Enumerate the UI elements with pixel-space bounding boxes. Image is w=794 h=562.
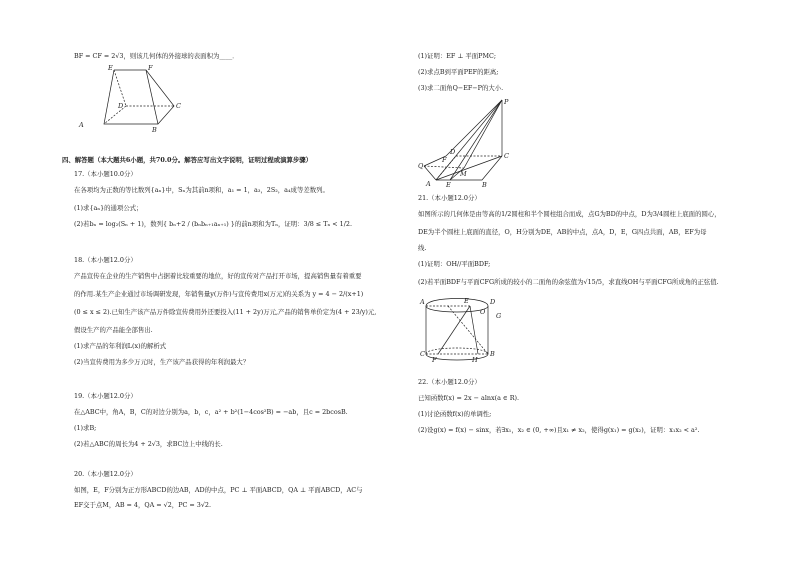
- figure-frustum: [74, 64, 194, 134]
- fig3-label-g: G: [496, 312, 502, 320]
- fig2-label-q: Q: [418, 162, 424, 170]
- fig3-label-a: A: [420, 298, 425, 306]
- q21-line3: 线.: [418, 244, 427, 252]
- q18-part2: (2)当宣传费用为多少万元时，生产该产品获得的年利润最大？: [74, 358, 250, 366]
- fig2-label-f: F: [442, 156, 447, 164]
- fig1-label-d: D: [118, 102, 124, 110]
- fig1-label-a: A: [79, 121, 84, 129]
- q19-stem: 在△ABC中，角A，B，C的对边分别为a，b，c，a² + b²(1−4cos²B) = −ab，且c = 2bcosB.: [74, 408, 348, 416]
- q19-part1: (1)求B;: [74, 424, 97, 432]
- fig2-label-d: D: [450, 148, 456, 156]
- q21-part2: (2)若平面BDF与平面CFG所成的较小的二面角的余弦值为√15/5，求直线OH与平面CFG所成角的正弦值.: [418, 278, 719, 286]
- q18-part1: (1)求产品的年利润L(x)的解析式: [74, 342, 167, 350]
- q19-title: 19.（本小题12.0分）: [74, 392, 137, 400]
- q18-line2: 的作用.某生产企业通过市场调研发现，年销售量y(万件)与宣传费用x(万元)的关系为 y = 4 − 2/(x+1): [74, 290, 364, 298]
- q18-line3: (0 ≤ x ≤ 2).已知生产该产品万件除宣传费用外还要投入(11 + 2y)万元,产品的销售单价定为(4 + 23/y)元,: [74, 308, 377, 316]
- fig2-label-b: B: [482, 181, 487, 188]
- q20-line2: EF交于点M，AB = 4，QA = √2，PC = 3√2.: [74, 501, 212, 509]
- q20-part2: (2)求点B到平面PEF的距离;: [418, 68, 499, 76]
- q21-part1: (1)证明：OH//平面BDF;: [418, 260, 491, 268]
- fig3-label-e: E: [464, 297, 469, 305]
- fig2-label-p: P: [504, 98, 509, 106]
- fig2-label-e: E: [446, 181, 451, 188]
- q20-line1: 如图，E，F分别为正方形ABCD的边AB，AD的中点，PC ⊥ 平面ABCD，QA ⊥ 平面ABCD，AC与: [74, 486, 363, 494]
- q22-title: 22.（本小题12.0分）: [418, 378, 481, 386]
- fig1-label-b: B: [152, 126, 157, 134]
- q17-title: 17.（本小题10.0分）: [74, 170, 137, 178]
- fig3-label-f: F: [432, 356, 437, 364]
- fig3-label-b: B: [490, 350, 495, 358]
- q18-line4: 假设生产的产品能全部售出.: [74, 326, 153, 334]
- q22-part2: (2)设g(x) = f(x) − sinx，若∃x₁，x₂ ∈ (0, +∞)且x₁ ≠ x₂，使得g(x₁) = g(x₂)，证明：x₁x₂ < a².: [418, 426, 700, 434]
- q21-line2: DE为半个圆柱上底面的直径，O，H分别为DE，AB的中点，点A，D，E，G四点共面，AB，EF为母: [418, 228, 707, 236]
- fig1-label-e: E: [108, 64, 113, 72]
- fig3-label-c: C: [420, 350, 425, 358]
- frustum-solid-edges: [104, 70, 174, 124]
- q21-title: 21.（本小题12.0分）: [418, 194, 481, 202]
- q21-line1: 如图所示的几何体是由等高的1/2圆柱和半个圆柱组合而成，点G为BD的中点，D为3/4圆柱上底面的圆心，: [418, 210, 721, 218]
- section-header: 四、解答题（本大题共6小题，共70.0分。解答应写出文字说明，证明过程或演算步骤）: [62, 156, 313, 164]
- fig2-label-a: A: [426, 180, 431, 188]
- fig2-label-m: M: [460, 170, 467, 178]
- fig1-label-c: C: [176, 102, 181, 110]
- fig3-label-h: H: [472, 356, 478, 364]
- q20-title: 20.（本小题12.0分）: [74, 470, 137, 478]
- q18-title: 18.（本小题12.0分）: [74, 256, 137, 264]
- fig2-label-c: C: [504, 152, 509, 160]
- figure-cylinder: [418, 294, 508, 364]
- q18-line1: 产品宣传在企业的生产销售中占据着比较重要的地位，好的宣传对产品打开市场，提高销售量有着重要: [74, 272, 362, 280]
- q22-stem: 已知函数f(x) = 2x − alnx(a ∈ R).: [418, 394, 520, 402]
- q16-tail-text: BF = CF = 2√3，则该几何体的外接球的表面积为____．: [74, 52, 239, 60]
- fig3-label-o: O: [480, 308, 486, 316]
- q20-part1: (1)证明：EF ⊥ 平面PMC;: [418, 52, 497, 60]
- q17-part1: (1)求{aₙ}的通项公式；: [74, 204, 143, 212]
- fig3-label-d: D: [490, 298, 496, 306]
- q17-stem: 在各项均为正数的等比数列{aₙ}中，Sₙ为其前n项和，a₁ = 1，a₃，2S₂，a₄成等差数列。: [74, 186, 329, 194]
- q22-part1: (1)讨论函数f(x)的单调性;: [418, 410, 492, 418]
- fig1-label-f: F: [148, 64, 153, 72]
- q20-part3: (3)求二面角Q−EF−P的大小.: [418, 84, 504, 92]
- q19-part2: (2)若△ABC的周长为4 + 2√3，求BC边上中线的长.: [74, 440, 223, 448]
- q17-part2: (2)若bₙ = log₂(Sₙ + 1)，数列{ bₙ+2 / (bₙbₙ₊₁aₙ₊₁) }的前n项和为Tₙ，证明：3/8 ≤ Tₙ < 1/2.: [74, 220, 352, 228]
- figure-pyramid: [416, 96, 516, 188]
